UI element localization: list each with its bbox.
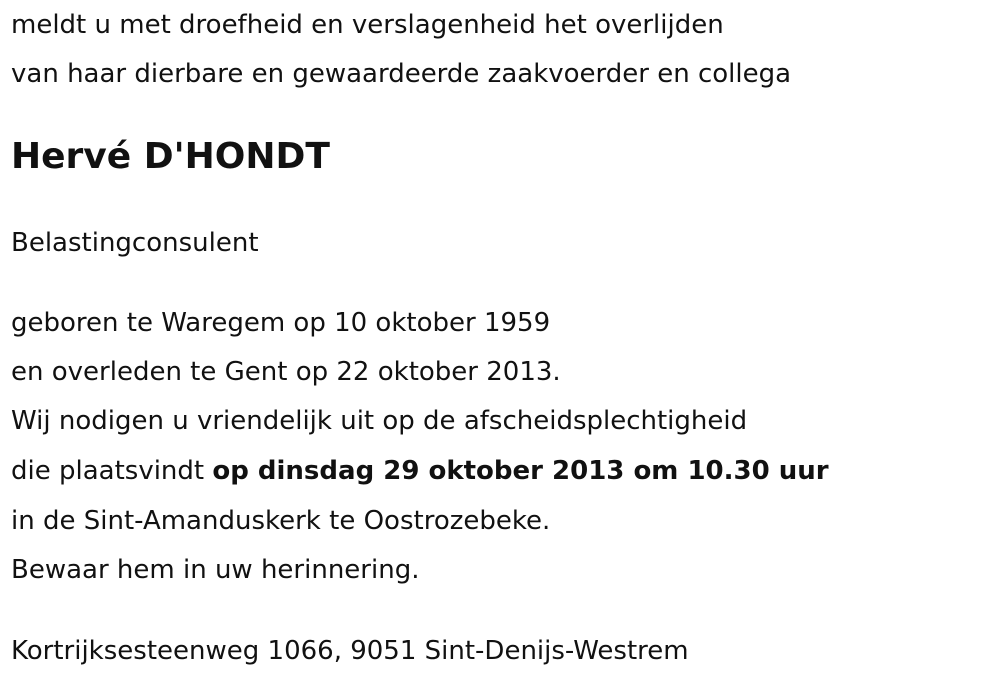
profession: Belastingconsulent — [11, 228, 259, 258]
ceremony-datetime: op dinsdag 29 oktober 2013 om 10.30 uur — [212, 456, 829, 486]
birth-line: geboren te Waregem op 10 oktober 1959 — [11, 308, 551, 338]
intro-line-1: meldt u met droefheid en verslagenheid het overlijden — [11, 10, 724, 40]
remember-line: Bewaar hem in uw herinnering. — [11, 555, 420, 585]
death-line: en overleden te Gent op 22 oktober 2013. — [11, 357, 561, 387]
location-line: in de Sint-Amanduskerk te Oostrozebeke. — [11, 506, 551, 536]
intro-line-2: van haar dierbare en gewaardeerde zaakvoerder en collega — [11, 59, 792, 89]
address-line: Kortrijksesteenweg 1066, 9051 Sint-Denijs-Westrem — [11, 636, 689, 666]
invitation-line: Wij nodigen u vriendelijk uit op de afscheidsplechtigheid — [11, 406, 748, 436]
ceremony-prefix: die plaatsvindt — [11, 456, 213, 486]
deceased-name: Hervé D'HONDT — [11, 136, 330, 177]
ceremony-line — [11, 456, 829, 486]
